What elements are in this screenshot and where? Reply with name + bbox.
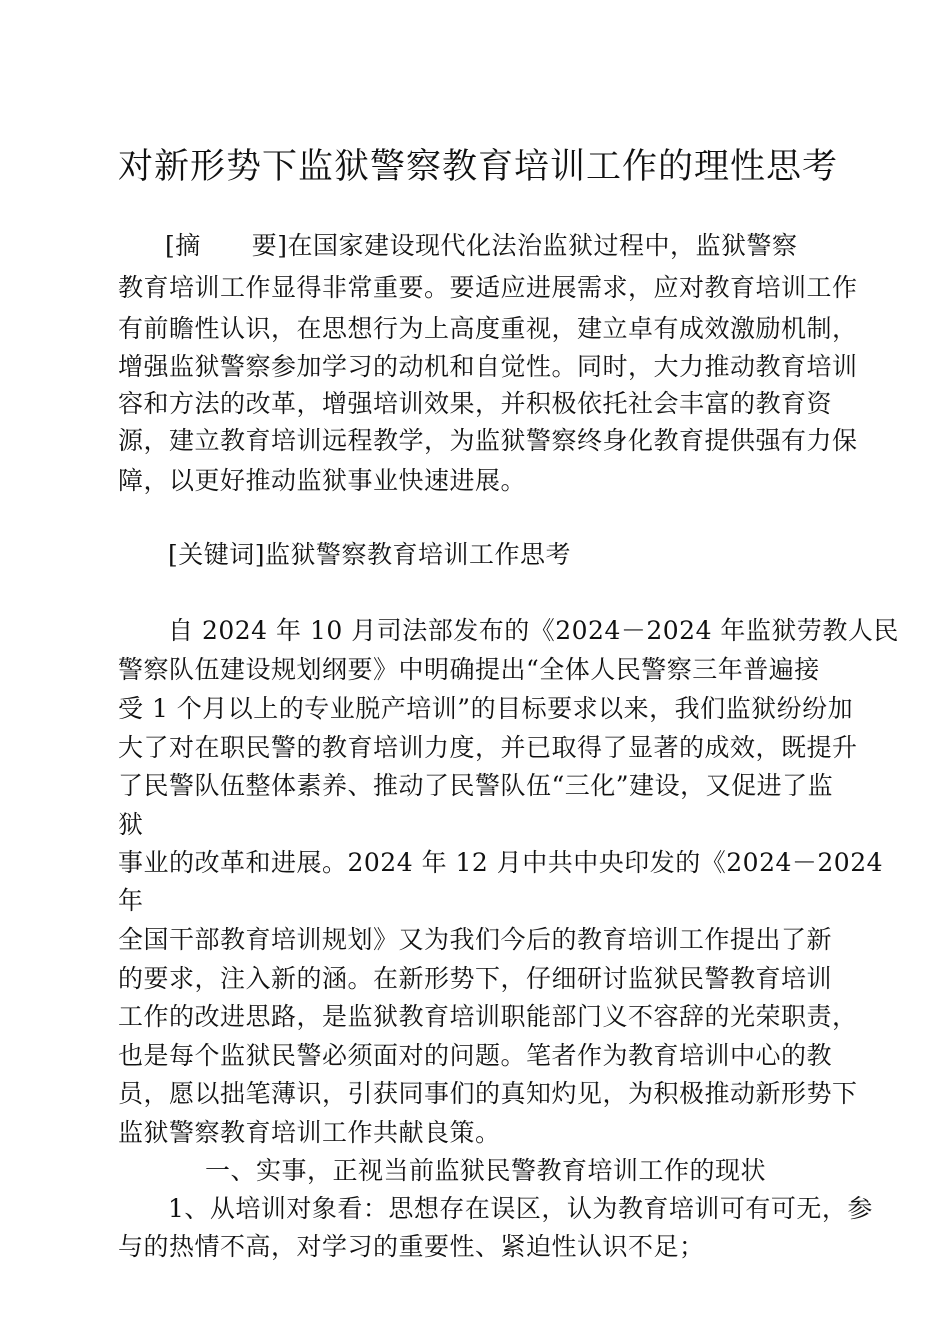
body-line: 受 1 个月以上的专业脱产培训”的目标要求以来，我们监狱纷纷加 [118, 694, 854, 723]
abstract-line: 有前瞻性认识，在思想行为上高度重视，建立卓有成效激励机制， [118, 314, 858, 343]
section-heading: 一、实事，正视当前监狱民警教育培训工作的现状 [205, 1156, 767, 1185]
keywords-line: [关键词]监狱警察教育培训工作思考 [168, 540, 572, 569]
body-line: 全国干部教育培训规划》又为我们今后的教育培训工作提出了新 [118, 925, 833, 954]
body-line: 与的热情不高，对学习的重要性、紧迫性认识不足； [118, 1232, 705, 1261]
body-line: 的要求，注入新的涵。在新形势下，仔细研讨监狱民警教育培训 [118, 964, 833, 993]
body-line: 自 2024 年 10 月司法部发布的《2024－2024 年监狱劳教人民 [168, 616, 899, 645]
abstract-line: 容和方法的改革，增强培训效果，并积极依托社会丰富的教育资 [118, 389, 833, 418]
body-line: 狱 [118, 810, 144, 839]
body-line: 事业的改革和进展。2024 年 12 月中共中央印发的《2024－2024 [118, 848, 884, 877]
body-line: 工作的改进思路，是监狱教育培训职能部门义不容辞的光荣职责， [118, 1002, 858, 1031]
body-line: 也是每个监狱民警必须面对的问题。笔者作为教育培训中心的教 [118, 1041, 833, 1070]
body-line: 员，愿以拙笔薄识，引获同事们的真知灼见，为积极推动新形势下 [118, 1079, 858, 1108]
body-line: 监狱警察教育培训工作共献良策。 [118, 1118, 501, 1147]
body-line: 年 [118, 886, 144, 915]
abstract-line: [摘 要]在国家建设现代化法治监狱过程中，监狱警察 [165, 231, 798, 260]
body-line: 1、从培训对象看：思想存在误区，认为教育培训可有可无，参 [168, 1194, 873, 1223]
body-line: 大了对在职民警的教育培训力度，并已取得了显著的成效，既提升 [118, 733, 858, 762]
body-line: 了民警队伍整体素养、推动了民警队伍“三化”建设，又促进了监 [118, 771, 834, 800]
abstract-line: 障，以更好推动监狱事业快速进展。 [118, 466, 527, 495]
abstract-line: 源，建立教育培训远程教学，为监狱警察终身化教育提供强有力保 [118, 426, 858, 455]
document-title: 对新形势下监狱警察教育培训工作的理性思考 [118, 147, 839, 187]
abstract-line: 增强监狱警察参加学习的动机和自觉性。同时，大力推动教育培训 [118, 352, 858, 381]
abstract-line: 教育培训工作显得非常重要。要适应进展需求，应对教育培训工作 [118, 273, 858, 302]
body-line: 警察队伍建设规划纲要》中明确提出“全体人民警察三年普遍接 [118, 655, 820, 684]
